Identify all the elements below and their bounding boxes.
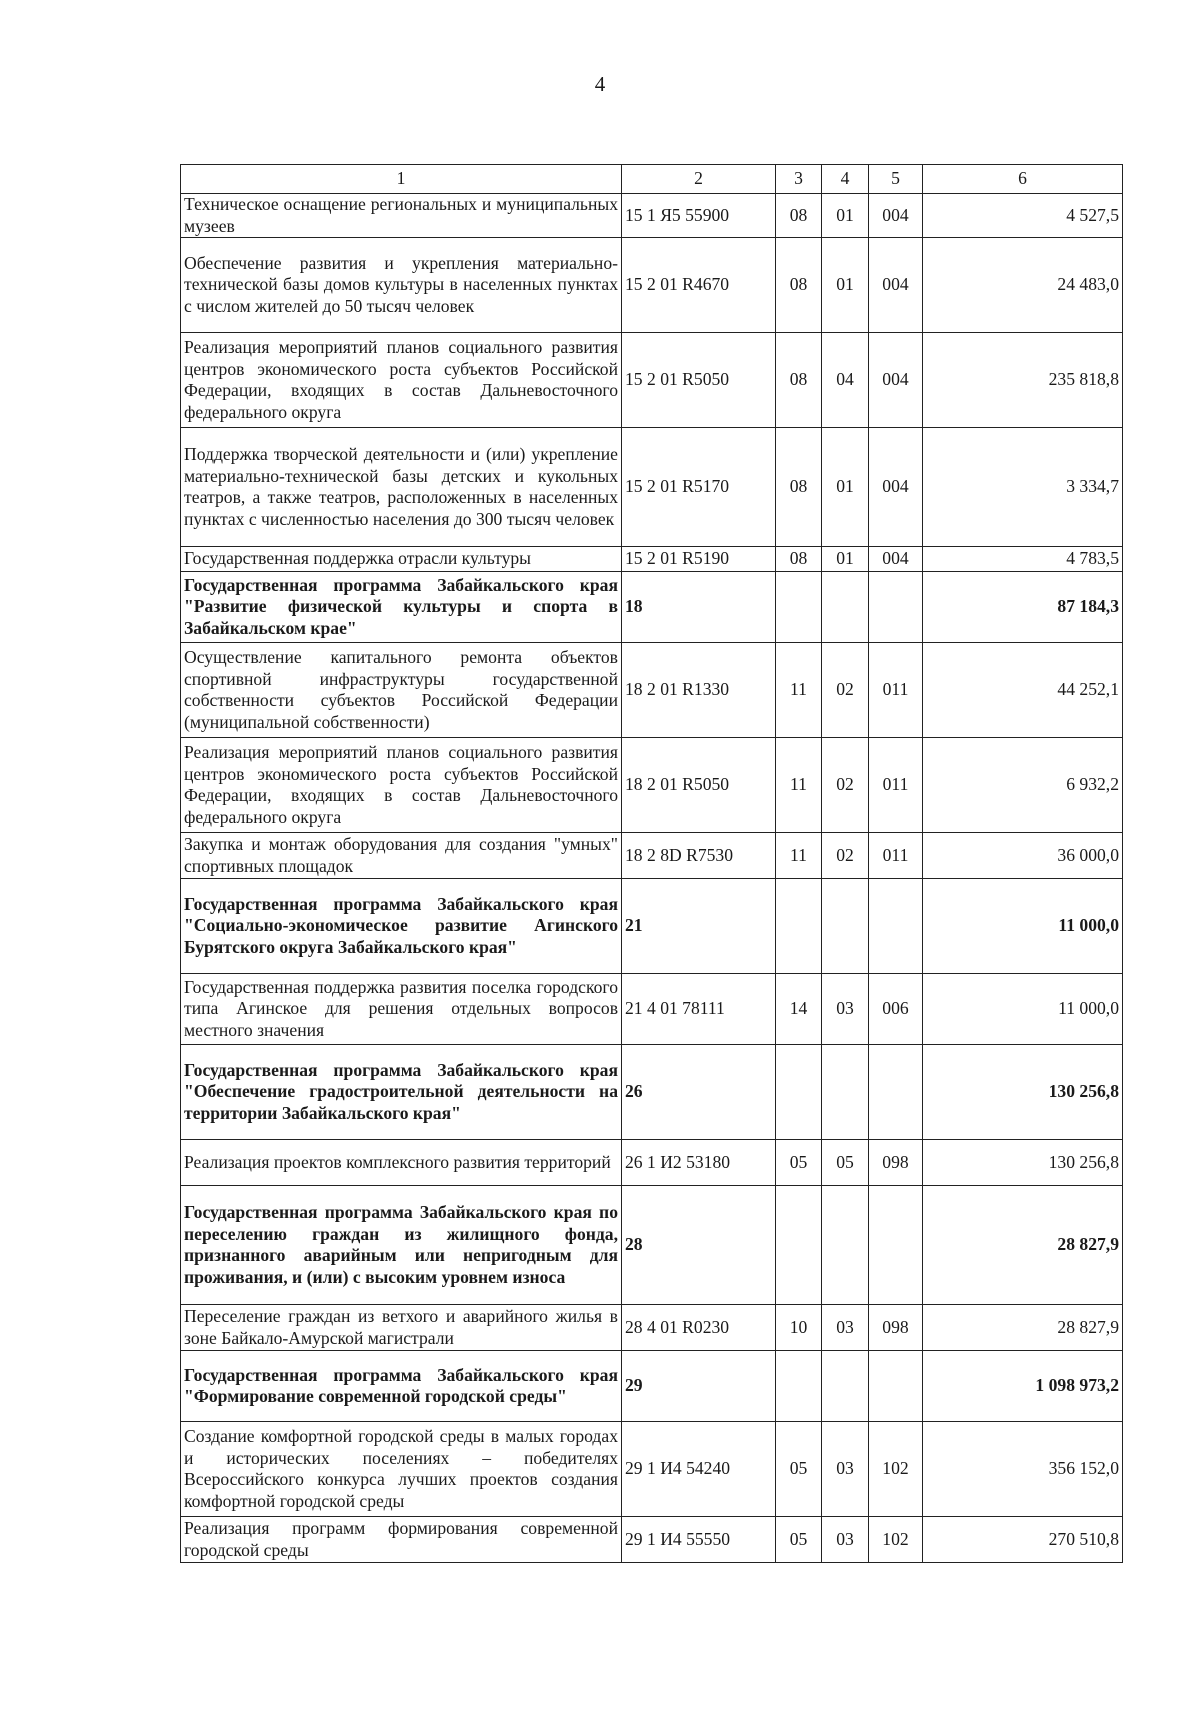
subsection-cell: 02: [822, 833, 869, 879]
table-row: [181, 238, 1123, 333]
target-article-cell: 29 1 И4 54240: [622, 1422, 776, 1517]
table-row: [181, 643, 1123, 738]
program-name-cell: Государственная поддержка отрасли культуры: [181, 547, 622, 572]
section-cell: 08: [776, 547, 822, 572]
subsection-cell: 01: [822, 428, 869, 547]
administrator-code-cell: 098: [869, 1305, 923, 1351]
amount-cell: 130 256,8: [923, 1045, 1123, 1140]
program-name-cell: Государственная поддержка развития поселка городского типа Агинское для решения отдельных вопросов местного значения: [181, 974, 622, 1045]
amount-cell: 3 334,7: [923, 428, 1123, 547]
program-name-cell: Государственная программа Забайкальского края "Формирование современной городской среды": [181, 1351, 622, 1422]
program-name-cell: Государственная программа Забайкальского края "Обеспечение градостроительной деятельности на территории Забайкальского края": [181, 1045, 622, 1140]
target-article-cell: 26: [622, 1045, 776, 1140]
administrator-code-cell: 004: [869, 333, 923, 428]
administrator-code-cell: 004: [869, 547, 923, 572]
table-row: [181, 547, 1123, 572]
subsection-cell: 03: [822, 974, 869, 1045]
table-row: [181, 1351, 1123, 1422]
subsection-cell: [822, 572, 869, 643]
subsection-cell: 01: [822, 547, 869, 572]
amount-cell: 44 252,1: [923, 643, 1123, 738]
administrator-code-cell: [869, 1045, 923, 1140]
subsection-cell: 03: [822, 1305, 869, 1351]
target-article-cell: 21 4 01 78111: [622, 974, 776, 1045]
subsection-cell: 02: [822, 738, 869, 833]
program-name-cell: Государственная программа Забайкальского края по переселению граждан из жилищного фонда, признанного аварийным или непригодным для проживания, и (или) с высоким уровнем износа: [181, 1186, 622, 1305]
administrator-code-cell: 004: [869, 194, 923, 238]
target-article-cell: 28 4 01 R0230: [622, 1305, 776, 1351]
target-article-cell: 21: [622, 879, 776, 974]
administrator-code-cell: 011: [869, 738, 923, 833]
amount-cell: 28 827,9: [923, 1305, 1123, 1351]
table-row: [181, 974, 1123, 1045]
amount-cell: 4 527,5: [923, 194, 1123, 238]
table-row: [181, 1186, 1123, 1305]
target-article-cell: 15 2 01 R5050: [622, 333, 776, 428]
target-article-cell: 15 2 01 R5190: [622, 547, 776, 572]
column-header: 6: [923, 165, 1123, 194]
amount-cell: 6 932,2: [923, 738, 1123, 833]
column-header: 1: [181, 165, 622, 194]
program-name-cell: Реализация проектов комплексного развития территорий: [181, 1140, 622, 1186]
budget-table: [180, 164, 1123, 1563]
section-cell: [776, 1045, 822, 1140]
administrator-code-cell: 004: [869, 428, 923, 547]
column-header: 5: [869, 165, 923, 194]
subsection-cell: 01: [822, 238, 869, 333]
section-cell: 05: [776, 1422, 822, 1517]
target-article-cell: 15 1 Я5 55900: [622, 194, 776, 238]
subsection-cell: 02: [822, 643, 869, 738]
amount-cell: 11 000,0: [923, 974, 1123, 1045]
target-article-cell: 18: [622, 572, 776, 643]
target-article-cell: 29: [622, 1351, 776, 1422]
amount-cell: 87 184,3: [923, 572, 1123, 643]
section-cell: 05: [776, 1517, 822, 1563]
section-cell: 08: [776, 333, 822, 428]
section-cell: [776, 1186, 822, 1305]
amount-cell: 11 000,0: [923, 879, 1123, 974]
subsection-cell: 05: [822, 1140, 869, 1186]
administrator-code-cell: 102: [869, 1517, 923, 1563]
table-row: [181, 1045, 1123, 1140]
administrator-code-cell: [869, 572, 923, 643]
administrator-code-cell: 006: [869, 974, 923, 1045]
administrator-code-cell: [869, 879, 923, 974]
program-name-cell: Обеспечение развития и укрепления материально-технической базы домов культуры в населенных пунктах с числом жителей до 50 тысяч человек: [181, 238, 622, 333]
section-cell: [776, 879, 822, 974]
target-article-cell: 18 2 01 R5050: [622, 738, 776, 833]
amount-cell: 1 098 973,2: [923, 1351, 1123, 1422]
target-article-cell: 15 2 01 R4670: [622, 238, 776, 333]
table-row: [181, 572, 1123, 643]
section-cell: 08: [776, 428, 822, 547]
administrator-code-cell: 011: [869, 833, 923, 879]
table-header-row: [181, 165, 1123, 194]
section-cell: 14: [776, 974, 822, 1045]
subsection-cell: [822, 1351, 869, 1422]
column-header: 3: [776, 165, 822, 194]
column-header: 4: [822, 165, 869, 194]
amount-cell: 24 483,0: [923, 238, 1123, 333]
table-row: [181, 1140, 1123, 1186]
section-cell: 05: [776, 1140, 822, 1186]
program-name-cell: Закупка и монтаж оборудования для создания "умных" спортивных площадок: [181, 833, 622, 879]
target-article-cell: 29 1 И4 55550: [622, 1517, 776, 1563]
amount-cell: 130 256,8: [923, 1140, 1123, 1186]
program-name-cell: Создание комфортной городской среды в малых городах и исторических поселениях – победителях Всероссийского конкурса лучших проектов создания комфортной городской среды: [181, 1422, 622, 1517]
section-cell: [776, 1351, 822, 1422]
amount-cell: 4 783,5: [923, 547, 1123, 572]
section-cell: 11: [776, 738, 822, 833]
program-name-cell: Поддержка творческой деятельности и (или) укрепление материально-технической базы детских и кукольных театров, а также театров, расположенных в населенных пунктах с численностью населения до 300 тысяч человек: [181, 428, 622, 547]
table-body: [181, 194, 1123, 1563]
table-row: [181, 738, 1123, 833]
section-cell: [776, 572, 822, 643]
section-cell: 11: [776, 833, 822, 879]
column-header: 2: [622, 165, 776, 194]
program-name-cell: Государственная программа Забайкальского края "Развитие физической культуры и спорта в Забайкальском крае": [181, 572, 622, 643]
target-article-cell: 15 2 01 R5170: [622, 428, 776, 547]
target-article-cell: 28: [622, 1186, 776, 1305]
program-name-cell: Реализация программ формирования современной городской среды: [181, 1517, 622, 1563]
program-name-cell: Осуществление капитального ремонта объектов спортивной инфраструктуры государственной собственности субъектов Российской Федерации (муниципальной собственности): [181, 643, 622, 738]
amount-cell: 28 827,9: [923, 1186, 1123, 1305]
table-row: [181, 1305, 1123, 1351]
section-cell: 11: [776, 643, 822, 738]
administrator-code-cell: 102: [869, 1422, 923, 1517]
target-article-cell: 18 2 8D R7530: [622, 833, 776, 879]
table-row: [181, 333, 1123, 428]
subsection-cell: [822, 1186, 869, 1305]
administrator-code-cell: [869, 1186, 923, 1305]
table-row: [181, 1422, 1123, 1517]
amount-cell: 36 000,0: [923, 833, 1123, 879]
program-name-cell: Государственная программа Забайкальского края "Социально-экономическое развитие Агинского Бурятского округа Забайкальского края": [181, 879, 622, 974]
target-article-cell: 26 1 И2 53180: [622, 1140, 776, 1186]
administrator-code-cell: 098: [869, 1140, 923, 1186]
administrator-code-cell: 004: [869, 238, 923, 333]
subsection-cell: 03: [822, 1517, 869, 1563]
table-row: [181, 428, 1123, 547]
subsection-cell: 04: [822, 333, 869, 428]
section-cell: 08: [776, 194, 822, 238]
amount-cell: 235 818,8: [923, 333, 1123, 428]
section-cell: 10: [776, 1305, 822, 1351]
table-row: [181, 194, 1123, 238]
administrator-code-cell: 011: [869, 643, 923, 738]
subsection-cell: [822, 1045, 869, 1140]
administrator-code-cell: [869, 1351, 923, 1422]
program-name-cell: Техническое оснащение региональных и муниципальных музеев: [181, 194, 622, 238]
page-number: 4: [594, 72, 606, 96]
section-cell: 08: [776, 238, 822, 333]
table-row: [181, 879, 1123, 974]
subsection-cell: 01: [822, 194, 869, 238]
subsection-cell: [822, 879, 869, 974]
program-name-cell: Реализация мероприятий планов социального развития центров экономического роста субъектов Российской Федерации, входящих в состав Дальневосточного федерального округа: [181, 738, 622, 833]
amount-cell: 270 510,8: [923, 1517, 1123, 1563]
target-article-cell: 18 2 01 R1330: [622, 643, 776, 738]
table-row: [181, 833, 1123, 879]
subsection-cell: 03: [822, 1422, 869, 1517]
table-row: [181, 1517, 1123, 1563]
program-name-cell: Реализация мероприятий планов социального развития центров экономического роста субъектов Российской Федерации, входящих в состав Дальневосточного федерального округа: [181, 333, 622, 428]
program-name-cell: Переселение граждан из ветхого и аварийного жилья в зоне Байкало-Амурской магистрали: [181, 1305, 622, 1351]
amount-cell: 356 152,0: [923, 1422, 1123, 1517]
